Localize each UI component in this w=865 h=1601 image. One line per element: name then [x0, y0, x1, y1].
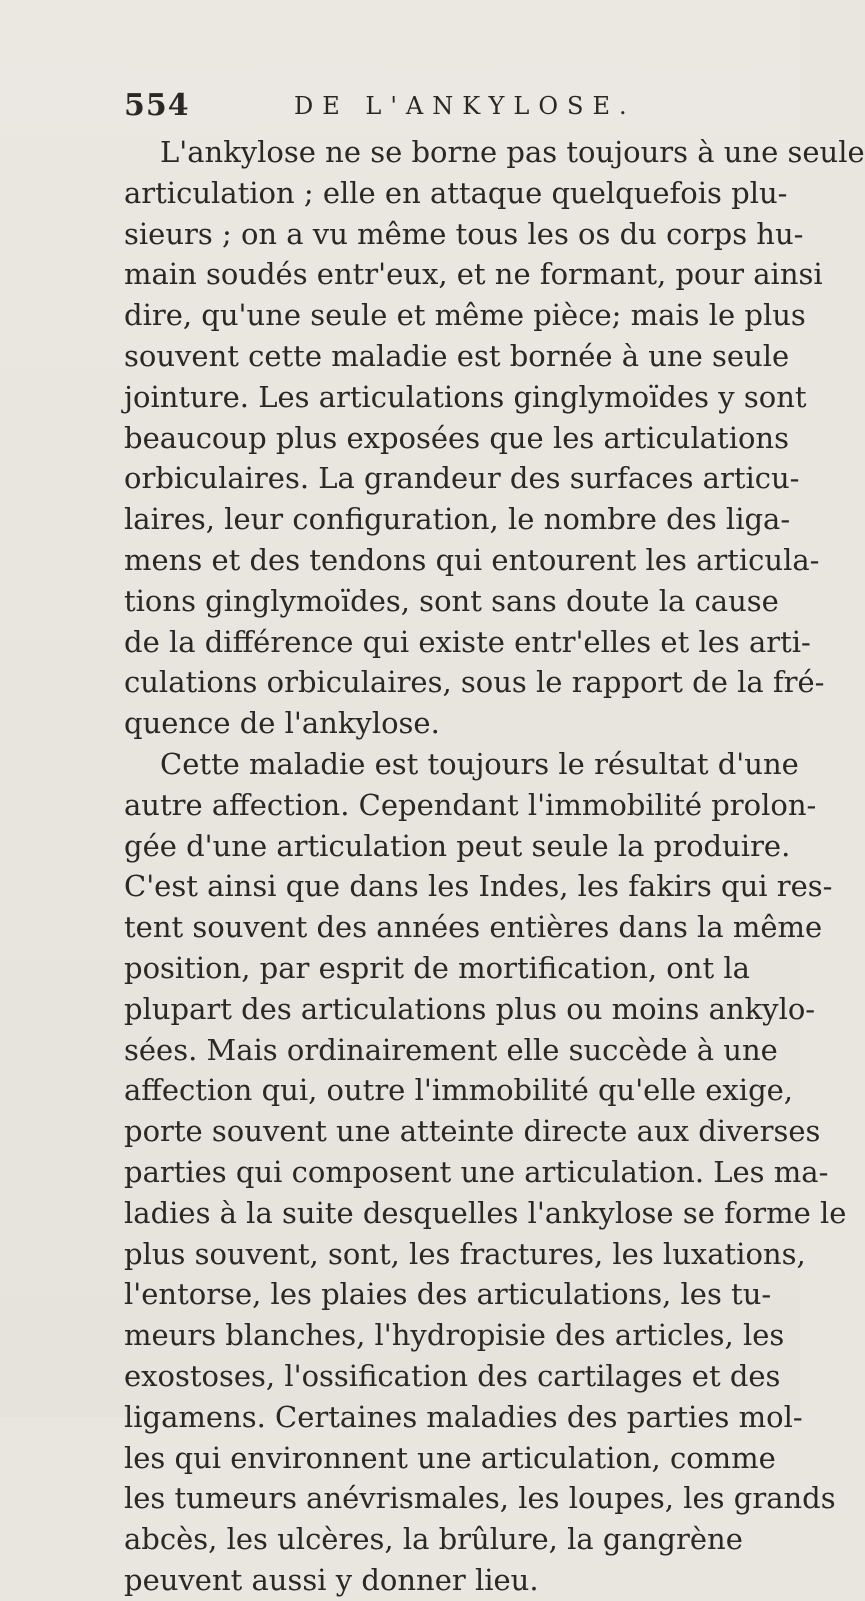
text-line: les qui environnent une articulation, comme — [124, 1440, 776, 1475]
text-line: parties qui composent une articulation. Les ma- — [124, 1154, 829, 1189]
text-line: de la différence qui existe entr'elles et les arti- — [124, 624, 811, 659]
text-line: peuvent aussi y donner lieu. — [124, 1562, 539, 1597]
body-text — [124, 132, 865, 1601]
paragraph — [124, 744, 847, 1601]
text-line: position, par esprit de mortification, ont la — [124, 950, 750, 985]
text-line: affection qui, outre l'immobilité qu'elle exige, — [124, 1073, 794, 1108]
text-line: gée d'une articulation peut seule la produire. — [124, 828, 791, 863]
text-line: culations orbiculaires, sous le rapport de la fré- — [124, 665, 825, 700]
text-line: ladies à la suite desquelles l'ankylose se forme le — [124, 1195, 847, 1230]
running-head — [124, 88, 724, 128]
text-line: sieurs ; on a vu même tous les os du corps hu- — [124, 216, 804, 251]
text-line: meurs blanches, l'hydropisie des articles, les — [124, 1318, 785, 1353]
text-line: exostoses, l'ossification des cartilages et des — [124, 1358, 781, 1393]
text-line: beaucoup plus exposées que les articulations — [124, 420, 789, 455]
text-line: abcès, les ulcères, la brûlure, la gangrène — [124, 1522, 743, 1557]
text-line: porte souvent une atteinte directe aux diverses — [124, 1114, 821, 1149]
text-line: mens et des tendons qui entourent les articula- — [124, 542, 820, 577]
text-line: l'entorse, les plaies des articulations, les tu- — [124, 1277, 772, 1312]
text-line: les tumeurs anévrismales, les loupes, les grands — [124, 1481, 836, 1516]
text-line: autre affection. Cependant l'immobilité prolon- — [124, 787, 817, 822]
text-line: plus souvent, sont, les fractures, les luxations, — [124, 1236, 806, 1271]
text-line: tent souvent des années entières dans la même — [124, 910, 823, 945]
text-line: articulation ; elle en attaque quelquefois plu- — [124, 175, 788, 210]
text-line: souvent cette maladie est bornée à une seule — [124, 338, 790, 373]
paragraph — [124, 132, 865, 744]
text-line: sées. Mais ordinairement elle succède à une — [124, 1032, 778, 1067]
text-line: dire, qu'une seule et même pièce; mais le plus — [124, 298, 806, 333]
text-line: C'est ainsi que dans les Indes, les fakirs qui res- — [124, 869, 833, 904]
page-number: 554 — [124, 88, 190, 123]
text-line: tions ginglymoïdes, sont sans doute la cause — [124, 583, 779, 618]
text-line: ligamens. Certaines maladies des parties mol- — [124, 1399, 803, 1434]
text-line: quence de l'ankylose. — [124, 706, 440, 741]
text-line: orbiculaires. La grandeur des surfaces articu- — [124, 461, 800, 496]
text-line: Cette maladie est toujours le résultat d'une — [160, 746, 799, 781]
text-line: main soudés entr'eux, et ne formant, pour ainsi — [124, 257, 823, 292]
text-line: L'ankylose ne se borne pas toujours à une seule — [160, 135, 865, 169]
text-line: jointure. Les articulations ginglymoïdes y sont — [124, 379, 807, 414]
text-line: laires, leur configuration, le nombre des liga- — [124, 502, 791, 537]
text-line: plupart des articulations plus ou moins ankylo- — [124, 991, 816, 1026]
running-title: DE L'ANKYLOSE. — [294, 92, 636, 120]
